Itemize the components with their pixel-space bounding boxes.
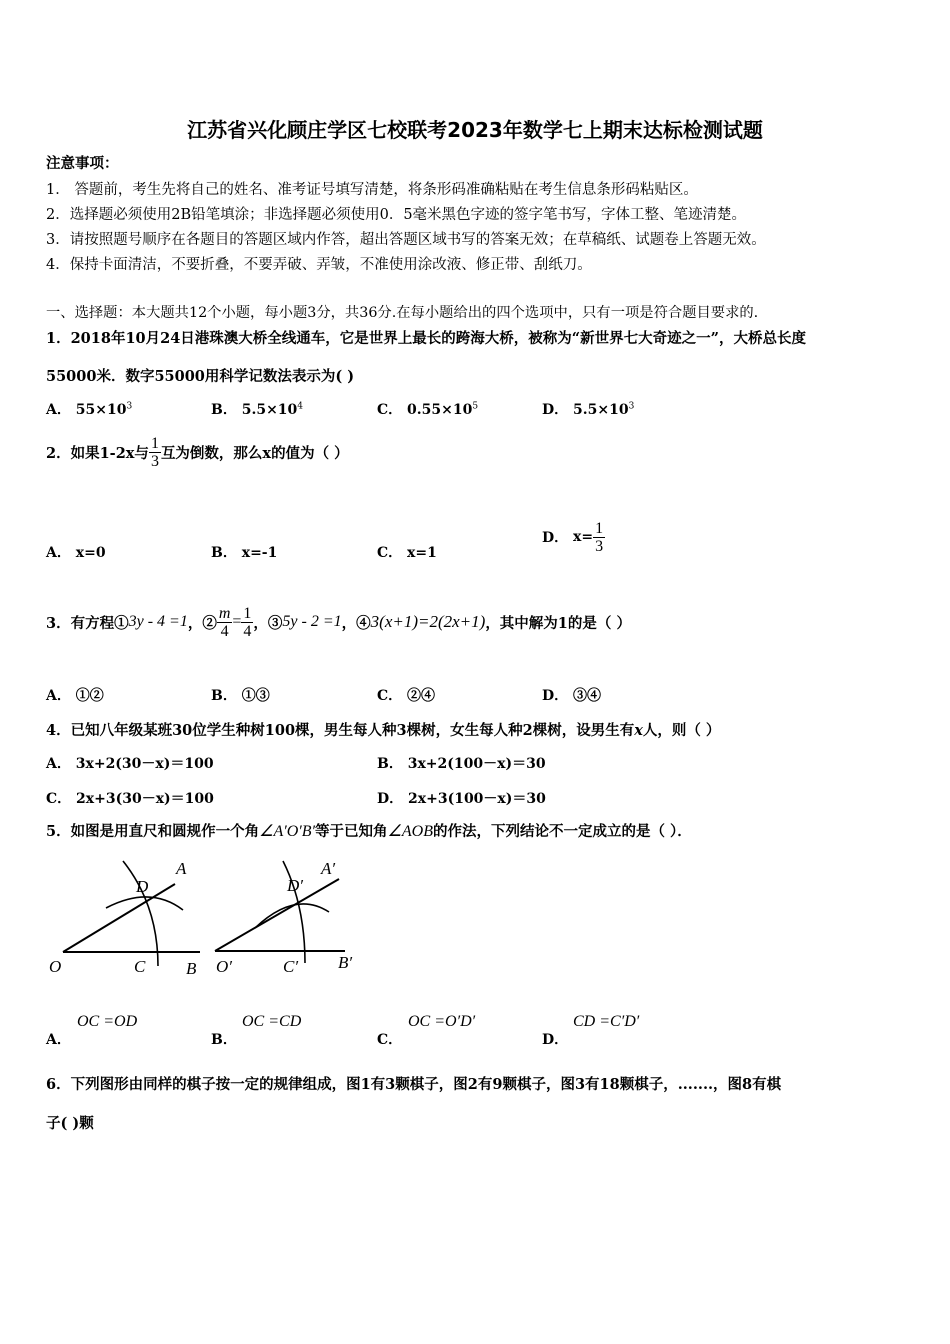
- notice-item: 3．请按照题号顺序在各题目的答题区域内作答，超出答题区域书写的答案无效；在草稿纸、试题卷上答题无效。: [46, 232, 766, 248]
- q3-stem: 3．有方程① 3y - 4 =1 ，② $\frac{m}{4}$ = $\frac{1}{4}$ ，③ 5y - 2 =1 ，④ 3(x+1)=2(2x+1) ，其中解为1的是（ ）: [46, 604, 631, 640]
- q2-option-d: D． x= $\frac{1}{3}$: [542, 519, 604, 555]
- q2-option-a: A． x=0: [46, 545, 106, 561]
- q5-figure-original-angle: [40, 850, 210, 980]
- q5-option-c: OC =O′D′: [408, 1013, 476, 1030]
- q5-figure-constructed-angle: [205, 850, 375, 980]
- notice-item: 4．保持卡面清洁，不要折叠，不要弄破、弄皱，不准使用涂改液、修正带、刮纸刀。: [46, 257, 592, 273]
- label-o-prime: O′: [216, 957, 232, 976]
- q1-option-b: B． $5.5\times 10^4$: [211, 401, 304, 418]
- page-title: 江苏省兴化顾庄学区七校联考2023年数学七上期末达标检测试题: [187, 118, 763, 142]
- q1-option-c: C． $0.55\times 10^5$: [377, 401, 479, 418]
- q5-stem: 5．如图是用直尺和圆规作一个角∠A′O′B′等于已知角∠AOB的作法，下列结论不一定成立的是（ ）．: [46, 823, 692, 840]
- q5-option-b-label: B．: [211, 1032, 237, 1048]
- fraction: $\frac{1}{4}$: [243, 604, 252, 640]
- section-heading: 一、选择题：本大题共12个小题，每小题3分，共36分.在每小题给出的四个选项中，只有一项是符合题目要求的.: [46, 305, 759, 321]
- q5-option-b: OC =CD: [242, 1013, 302, 1030]
- label-b: B: [186, 959, 197, 978]
- q4-option-a: A． 3x+2(30－x)＝100: [46, 756, 214, 772]
- fraction: $\frac{m}{4}$: [218, 604, 231, 640]
- q4-option-c: C． 2x+3(30－x)＝100: [46, 791, 214, 807]
- q3-option-a: A． ①②: [46, 688, 104, 704]
- q5-option-d: CD =C′D′: [573, 1013, 640, 1030]
- q3-option-d: D． ③④: [542, 688, 602, 704]
- label-d-prime: D′: [287, 876, 303, 895]
- notice-item: 2．选择题必须使用2B铅笔填涂；非选择题必须使用0．5毫米黑色字迹的签字笔书写，字体工整、笔迹清楚。: [46, 207, 747, 223]
- q1-option-a: A． $55\times 10^3$: [46, 401, 133, 418]
- q6-stem-line1: 6．下列图形由同样的棋子按一定的规律组成，图1有3颗棋子，图2有9颗棋子，图3有18颗棋子，.......，图8有棋: [46, 1076, 782, 1093]
- arc-d-prime: [255, 904, 329, 928]
- q4-stem: 4．已知八年级某班30位学生种树100棵，男生每人种3棵树，女生每人种2棵树，设男生有x人，则（ ）: [46, 722, 721, 739]
- fraction: $\frac{1}{3}$: [595, 519, 604, 555]
- notice-item: 1． 答题前，考生先将自己的姓名、准考证号填写清楚，将条形码准确粘贴在考生信息条形码粘贴区。: [46, 182, 698, 198]
- equation-1: 3y - 4 =1: [128, 613, 188, 630]
- label-a: A: [176, 859, 187, 878]
- q2-option-c: C． x=1: [377, 545, 437, 561]
- q6-stem-line2: 子( )颗: [46, 1115, 94, 1132]
- q4-option-b: B． 3x+2(100－x)＝30: [377, 756, 546, 772]
- label-b-prime: B′: [338, 953, 353, 972]
- q1-stem-line2: 55000米．数字55000用科学记数法表示为( ): [46, 368, 355, 385]
- q1-stem-line1: 1．2018年10月24日港珠澳大桥全线通车，它是世界上最长的跨海大桥，被称为“新世界七大奇迹之一”，大桥总长度: [46, 330, 806, 347]
- q4-option-d: D． 2x+3(100－x)＝30: [377, 791, 546, 807]
- q5-option-a-label: A．: [46, 1032, 71, 1048]
- label-o: O: [49, 957, 62, 976]
- q5-option-c-label: C．: [377, 1032, 403, 1048]
- equation-3: 5y - 2 =1: [282, 613, 342, 630]
- q3-option-b: B． ①③: [211, 688, 270, 704]
- notice-heading: 注意事项：: [46, 155, 119, 172]
- equation-4: 3(x+1)=2(2x+1): [370, 612, 486, 631]
- label-d: D: [136, 877, 149, 896]
- q2-stem: 2．如果1-2x与 $\frac{1}{3}$ 互为倒数，那么x的值为（ ）: [46, 434, 349, 470]
- label-a-prime: A′: [321, 859, 336, 878]
- label-c: C: [134, 957, 146, 976]
- fraction: $\frac{1}{3}$: [150, 434, 159, 470]
- ray-o-prime-a-prime: [215, 879, 339, 951]
- q5-option-a: OC =OD: [77, 1013, 138, 1030]
- q2-option-b: B． x=-1: [211, 545, 278, 561]
- q3-option-c: C． ②④: [377, 688, 436, 704]
- label-c-prime: C′: [283, 957, 299, 976]
- q5-option-d-label: D．: [542, 1032, 569, 1048]
- ray-oa: [63, 884, 175, 952]
- q1-option-d: D． $5.5\times 10^3$: [542, 401, 635, 418]
